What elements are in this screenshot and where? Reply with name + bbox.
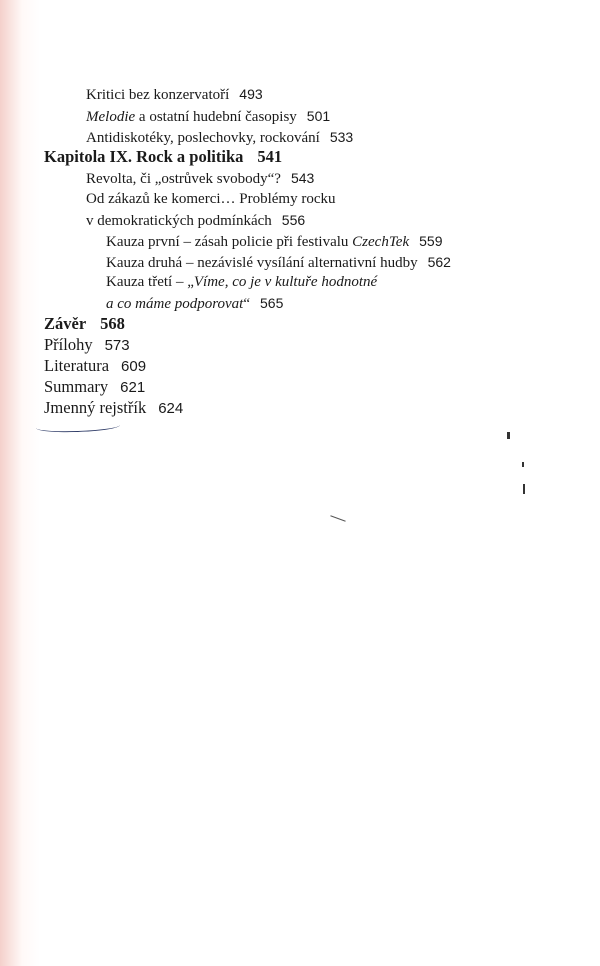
toc-entry-title: Antidiskotéky, poslechovky, rockování: [86, 130, 320, 146]
toc-entry-page: 624: [158, 400, 184, 417]
toc-entry-title: Kritici bez konzervatoří: [86, 87, 230, 103]
toc-entry-page: 533: [329, 129, 354, 145]
toc-entry-continuation: [86, 210, 305, 231]
toc-entry-page: 543: [290, 170, 315, 186]
toc-entry-title: Od zákazů ke komerci… Problémy rocku: [86, 191, 336, 207]
ink-speck: [330, 515, 345, 521]
toc-entry-page: 493: [239, 86, 263, 102]
toc-entry-title-italic: Víme, co je v kultuře hodnotné: [193, 274, 378, 290]
toc-entry-title: Kauza třetí – „: [106, 274, 194, 290]
toc-entry: [44, 335, 130, 356]
toc-entry-title: Závěr: [44, 314, 87, 333]
ink-speck: [507, 432, 510, 439]
toc-entry-page: 568: [100, 314, 125, 333]
toc-entry-title: Jmenný rejstřík: [44, 398, 147, 417]
toc-entry-title: a ostatní hudební časopisy: [135, 109, 297, 125]
toc-subentry: [106, 231, 442, 252]
toc-subentry: [106, 252, 451, 273]
toc-entry-page: 562: [427, 254, 451, 270]
toc-entry-title: Přílohy: [44, 335, 93, 354]
toc-subentry-continuation: [106, 293, 283, 314]
toc-entry-title: Kauza druhá – nezávislé vysílání alternativní hudby: [106, 255, 418, 271]
toc-entry: [86, 106, 330, 127]
toc-entry: [86, 189, 336, 209]
ink-speck: [522, 462, 524, 467]
toc-entry-title: Summary: [44, 377, 109, 396]
toc-entry-page: 573: [104, 337, 130, 354]
toc-entry-page: 559: [419, 233, 443, 249]
toc-entry-page: 621: [120, 379, 146, 396]
toc-entry-title: Revolta, či „ostrůvek svobody“?: [86, 171, 281, 187]
page-edge-tint: [0, 0, 40, 966]
toc-entry-title: Kauza první – zásah policie při festivalu: [106, 234, 353, 250]
toc-entry-title: Literatura: [44, 356, 110, 375]
toc-chapter-heading: [44, 147, 282, 167]
toc-entry: [44, 377, 145, 398]
toc-entry-page: 565: [260, 295, 284, 311]
toc-entry-page: 556: [281, 212, 306, 228]
toc-entry: [86, 168, 314, 189]
toc-entry: [44, 356, 146, 377]
toc-entry-title: Kapitola IX. Rock a politika: [44, 147, 244, 166]
toc-entry-page: 609: [121, 358, 147, 375]
toc-entry-page: 541: [257, 147, 283, 166]
toc-entry: [44, 398, 183, 419]
ink-speck: [523, 484, 525, 494]
toc-subentry: [106, 272, 377, 292]
toc-entry: [86, 84, 263, 105]
pen-underline-mark: [36, 420, 120, 434]
toc-entry-title: v demokratických podmínkách: [86, 213, 272, 229]
toc-entry-page: 501: [306, 108, 331, 124]
toc-entry-title: “: [243, 296, 251, 312]
toc-entry-title-italic: a co máme podporovat: [106, 296, 244, 312]
toc-entry: [86, 127, 353, 148]
toc-entry-title-italic: Melodie: [86, 109, 136, 125]
toc-entry-title-italic: CzechTek: [352, 234, 410, 250]
toc-section-heading: [44, 314, 125, 334]
